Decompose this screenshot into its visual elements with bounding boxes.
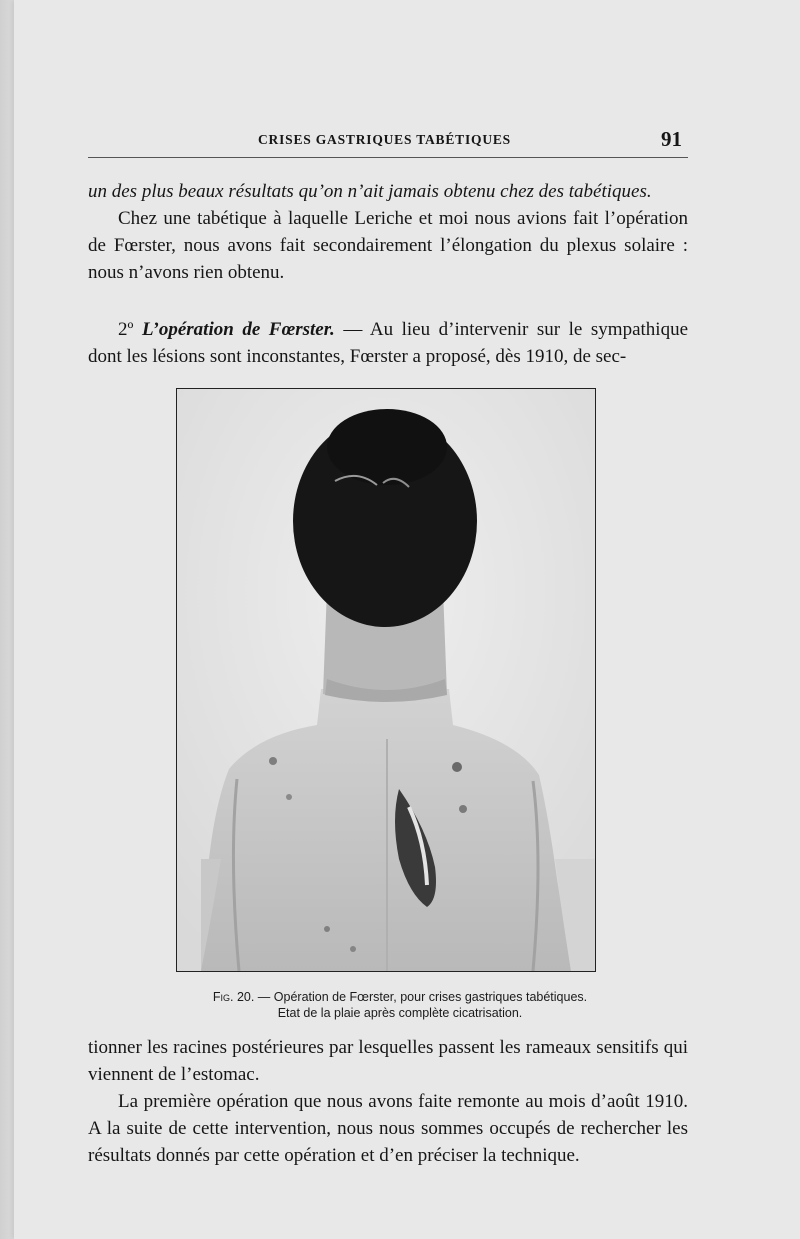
running-title: CRISES GASTRIQUES TABÉTIQUES bbox=[258, 132, 511, 147]
header-rule bbox=[88, 157, 688, 158]
figure-label: Fig. 20. bbox=[212, 990, 255, 1004]
section-paragraph bbox=[88, 316, 688, 370]
paragraph-leriche: Chez une tabétique à laquelle Leriche et moi nous avions fait l’opération de Fœrster, nous avons fait secondairement l’élongation du plexus solaire : nous n’avons rien obtenu. bbox=[88, 208, 688, 283]
section-foerster bbox=[88, 316, 688, 370]
paragraph-continuation-top: un des plus beaux résultats qu’on n’ait jamais obtenu chez des tabétiques. bbox=[88, 181, 652, 202]
section-heading: L’opération de Fœrster. bbox=[141, 319, 335, 340]
section-number: 2º bbox=[118, 319, 134, 340]
caption-text-1: Opération de Fœrster, pour crises gastriques tabétiques. bbox=[273, 990, 588, 1004]
section-text: Au lieu d’intervenir sur le sympathique dont les lésions sont inconstantes, Fœrster a proposé, dès 1910, de sec- bbox=[88, 319, 689, 367]
text-block-top bbox=[88, 178, 688, 286]
figure-photograph bbox=[176, 388, 596, 972]
caption-dash: — bbox=[254, 990, 274, 1004]
text-block-bottom bbox=[88, 1034, 688, 1169]
caption-line-1 bbox=[100, 989, 700, 1005]
caption-line-2: Etat de la plaie après complète cicatrisation. bbox=[277, 1006, 523, 1020]
paragraph-first-operation: La première opération que nous avons faite remonte au mois d’août 1910. A la suite de cette intervention, nous nous sommes occupés de rechercher les résultats donnés par cette opération et d’en préciser la technique. bbox=[88, 1091, 688, 1166]
figure-caption bbox=[100, 989, 700, 1021]
section-dash: — bbox=[334, 319, 370, 340]
paragraph-continuation-bottom: tionner les racines postérieures par lesquelles passent les rameaux sensitifs qui viennent de l’estomac. bbox=[88, 1037, 688, 1085]
page-edge-shadow bbox=[0, 0, 14, 1239]
page-header bbox=[88, 127, 688, 153]
page-number: 91 bbox=[661, 127, 682, 151]
